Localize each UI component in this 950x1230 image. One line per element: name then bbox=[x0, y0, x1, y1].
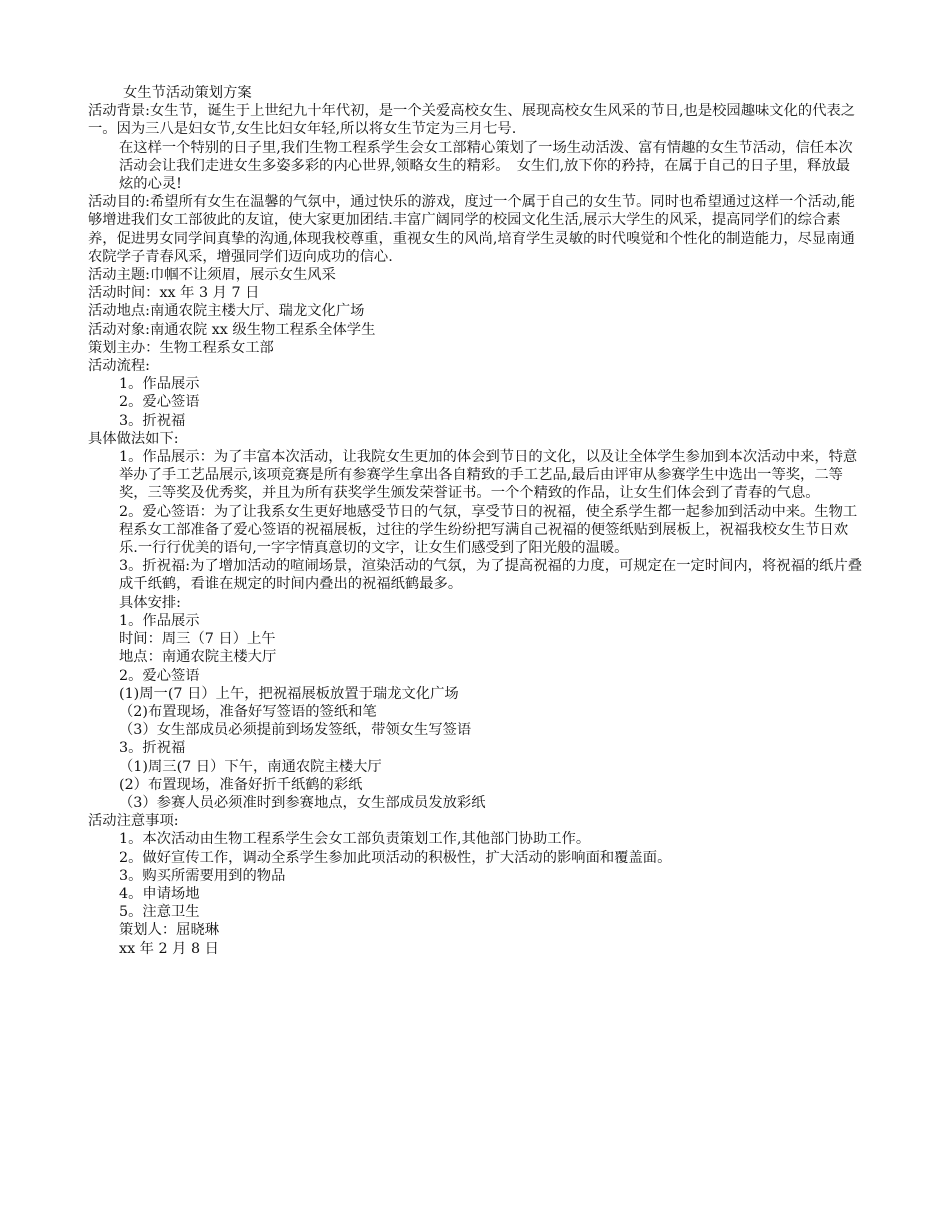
schedule-detail: 时间：周三（7 日）上午 bbox=[119, 631, 276, 648]
notes-heading: 活动注意事项: bbox=[88, 813, 179, 830]
activity-location: 活动地点:南通农院主楼大厅、瑞龙文化广场 bbox=[88, 303, 365, 320]
method-heading: 具体做法如下: bbox=[88, 430, 179, 447]
method-paragraph: 3。折祝福:为了增加活动的喧闹场景，渲染活动的气氛，为了提高祝福的力度，可规定在一定时间内，将祝福的纸片叠成千纸鹤，看谁在规定的时间内叠出的祝福纸鹤最多。 bbox=[119, 558, 863, 593]
activity-theme: 活动主题:巾帼不让须眉，展示女生风采 bbox=[88, 267, 336, 284]
schedule-detail: 地点：南通农院主楼大厅 bbox=[119, 649, 277, 666]
schedule-detail: （3）女生部成员必须提前到场发签纸，带领女生写签语 bbox=[119, 722, 472, 739]
schedule-detail: (1)周一(7 日）上午，把祝福展板放置于瑞龙文化广场 bbox=[119, 685, 459, 702]
document-title: 女生节活动策划方案 bbox=[123, 85, 252, 101]
paragraph-introduction: 在这样一个特别的日子里,我们生物工程系学生会女工部精心策划了一场生动活泼、富有情趣的女生节活动，信任本次活动会让我们走进女生多姿多彩的内心世界,领略女生的精彩。 女生们,放下你的矜持，在属于自己的日子里，释放最炫的心灵! bbox=[119, 139, 853, 193]
schedule-item: 3。折祝福 bbox=[119, 740, 186, 757]
notes-item: 4。申请场地 bbox=[119, 885, 200, 902]
schedule-detail: (2）布置现场，准备好折千纸鹤的彩纸 bbox=[119, 776, 363, 793]
schedule-item: 2。爱心签语 bbox=[119, 667, 200, 684]
process-item: 2。爱心签语 bbox=[119, 394, 200, 411]
activity-audience: 活动对象:南通农院 xx 级生物工程系全体学生 bbox=[88, 321, 376, 338]
method-paragraph: 2。爱心签语：为了让我系女生更好地感受节日的气氛，享受节日的祝福，使全系学生都一起参加到活动中来。生物工程系女工部准备了爱心签语的祝福展板，过往的学生纷纷把写满自己祝福的便签纸贴到展板上，祝福我校女生节日欢乐.一行行优美的语句,一字字情真意切的文字，让女生们感受到了阳光般的温暖。 bbox=[119, 503, 858, 557]
method-paragraph: 1。作品展示：为了丰富本次活动，让我院女生更加的体会到节日的文化，以及让全体学生参加到本次活动中来，特意举办了手工艺品展示,该项竞赛是所有参赛学生拿出各自精致的手工艺品,最后由评审从参赛学生中选出一等奖，二等奖，三等奖及优秀奖，并且为所有获奖学生颁发荣誉证书。一个个精致的作品，让女生们体会到了青春的气息。 bbox=[119, 449, 858, 502]
schedule-item: 1。作品展示 bbox=[119, 612, 200, 629]
schedule-detail: （1)周三(7 日）下午，南通农院主楼大厅 bbox=[119, 758, 382, 775]
activity-time: 活动时间：xx 年 3 月 7 日 bbox=[88, 285, 260, 302]
planner-signature: 策划人：屈晓琳 bbox=[119, 922, 220, 939]
paragraph-purpose: 活动目的:希望所有女生在温馨的气氛中，通过快乐的游戏，度过一个属于自己的女生节。同时也希望通过这样一个活动,能够增进我们女工部彼此的友谊，使大家更加团结.丰富广阔同学的校园文化生活,展示大学生的风采，提高同学们的综合素养，促进男女同学间真挚的沟通,体现我校尊重，重视女生的风尚,培育学生灵敏的时代嗅觉和个性化的制造能力，尽显南通农院学子青春风采，增强同学们迈向成功的信心. bbox=[88, 194, 856, 265]
document-date: xx 年 2 月 8 日 bbox=[119, 940, 219, 957]
process-item: 1。作品展示 bbox=[119, 376, 200, 393]
notes-item: 1。本次活动由生物工程系学生会女工部负责策划工作,其他部门协助工作。 bbox=[119, 831, 591, 848]
schedule-detail: （3）参赛人员必须准时到参赛地点，女生部成员发放彩纸 bbox=[119, 794, 486, 811]
notes-item: 3。购买所需要用到的物品 bbox=[119, 867, 286, 884]
notes-item: 2。做好宣传工作，调动全系学生参加此项活动的积极性，扩大活动的影响面和覆盖面。 bbox=[119, 849, 672, 866]
paragraph-background: 活动背景:女生节，诞生于上世纪九十年代初，是一个关爱高校女生、展现高校女生风采的节日,也是校园趣味文化的代表之一。因为三八是妇女节,女生比妇女年轻,所以将女生节定为三月七号. bbox=[88, 103, 856, 138]
activity-organizer: 策划主办：生物工程系女工部 bbox=[88, 339, 274, 356]
process-item: 3。折祝福 bbox=[119, 412, 186, 429]
schedule-detail: （2)布置现场，准备好写签语的签纸和笔 bbox=[119, 703, 377, 720]
schedule-heading: 具体安排: bbox=[119, 594, 182, 611]
process-heading: 活动流程: bbox=[88, 358, 151, 375]
notes-item: 5。注意卫生 bbox=[119, 904, 200, 921]
